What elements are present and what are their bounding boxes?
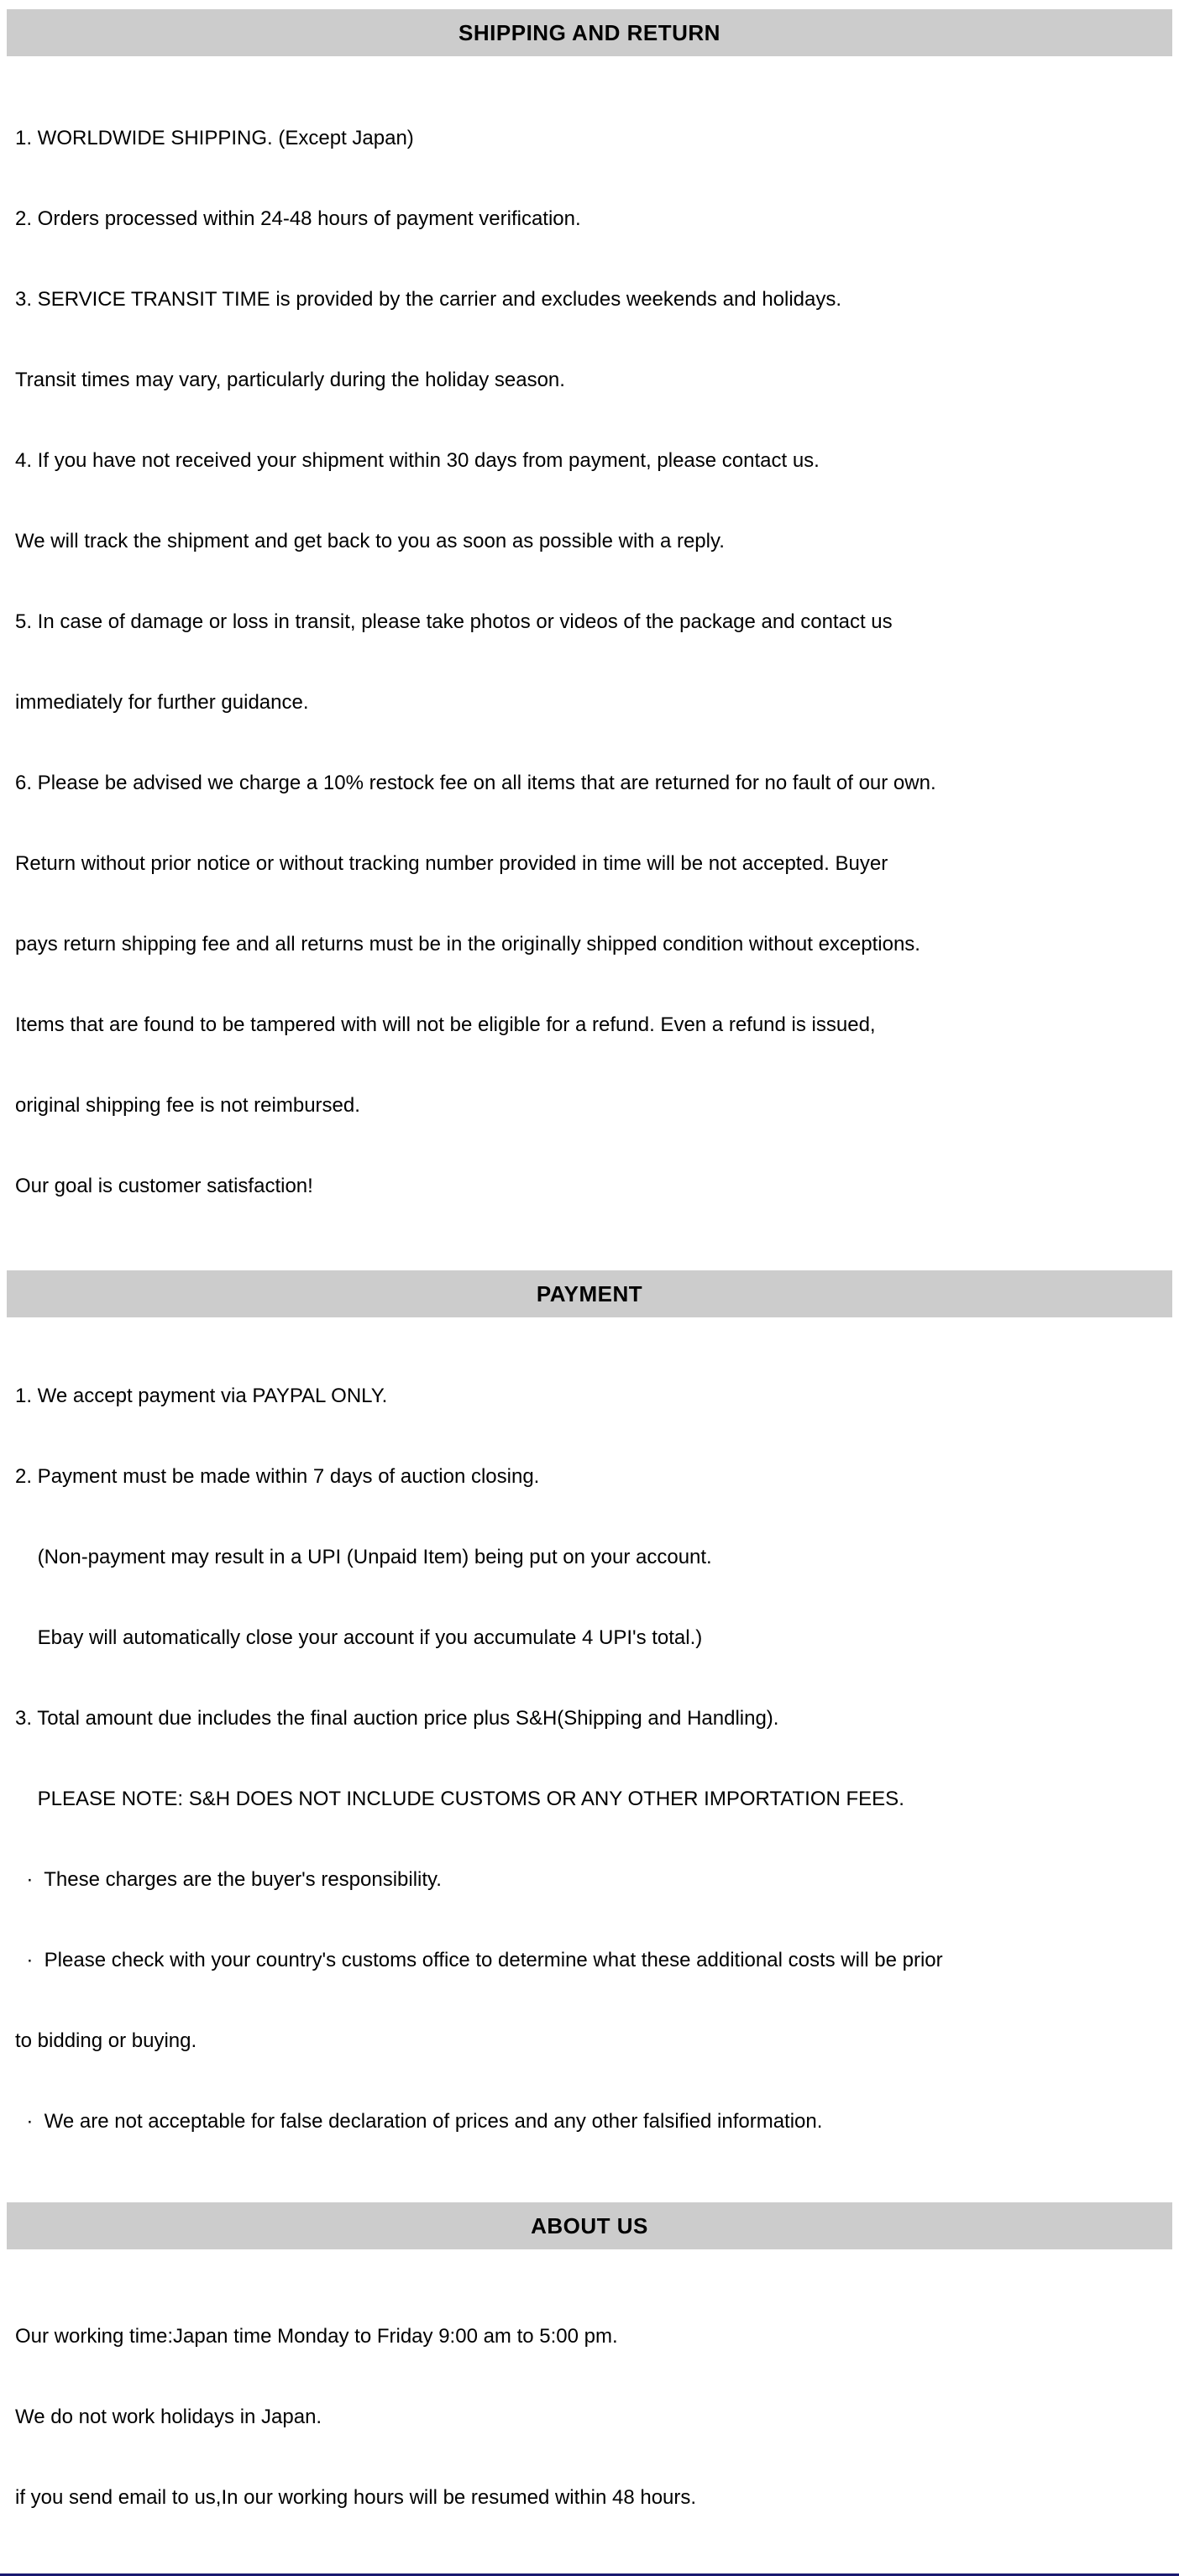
text-line: pays return shipping fee and all returns must be in the originally shipped condition without exceptions. [15, 933, 920, 956]
text-line: 3. SERVICE TRANSIT TIME is provided by the carrier and excludes weekends and holidays. [15, 288, 842, 311]
text-line: 1. We accept payment via PAYPAL ONLY. [15, 1385, 388, 1407]
text-line: We will track the shipment and get back to you as soon as possible with a reply. [15, 530, 725, 552]
text-line: to bidding or buying. [15, 2029, 197, 2052]
section-body-shipping-and-return [0, 56, 1179, 1254]
section-header-shipping-and-return: SHIPPING AND RETURN [7, 9, 1172, 56]
text-line: Our working time:Japan time Monday to Friday 9:00 am to 5:00 pm. [15, 2325, 618, 2348]
text-line: · We are not acceptable for false declaration of prices and any other falsified information. [15, 2110, 823, 2133]
text-line: Ebay will automatically close your account if you accumulate 4 UPI's total.) [15, 1626, 703, 1649]
text-line: 2. Payment must be made within 7 days of auction closing. [15, 1465, 540, 1488]
text-line: Return without prior notice or without tracking number provided in time will be not accepted. Buyer [15, 852, 888, 875]
section-about-us [0, 2202, 1179, 2565]
text-line: original shipping fee is not reimbursed. [15, 1094, 360, 1117]
text-line: 6. Please be advised we charge a 10% restock fee on all items that are returned for no fault of our own. [15, 772, 936, 794]
section-header-about-us: ABOUT US [7, 2202, 1172, 2249]
section-payment [0, 1270, 1179, 2189]
text-line: We do not work holidays in Japan. [15, 2406, 322, 2428]
text-line: PLEASE NOTE: S&H DOES NOT INCLUDE CUSTOMS OR ANY OTHER IMPORTATION FEES. [15, 1788, 904, 1810]
listing-policy-page [0, 9, 1179, 2509]
text-line: (Non-payment may result in a UPI (Unpaid Item) being put on your account. [15, 1546, 712, 1568]
text-line: immediately for further guidance. [15, 691, 309, 714]
section-header-payment: PAYMENT [7, 1270, 1172, 1317]
text-line: · These charges are the buyer's responsibility. [15, 1868, 442, 1891]
text-line: 2. Orders processed within 24-48 hours of payment verification. [15, 207, 581, 230]
text-line: if you send email to us,In our working hours will be resumed within 48 hours. [15, 2486, 697, 2509]
text-line: Our goal is customer satisfaction! [15, 1175, 313, 1197]
section-body-about-us [0, 2249, 1179, 2565]
text-line: · Please check with your country's customs office to determine what these additional costs will be prior [15, 1949, 943, 1971]
text-line: Items that are found to be tampered with will not be eligible for a refund. Even a refund is issued, [15, 1013, 876, 1036]
policy-content [0, 9, 1179, 2509]
text-line: 5. In case of damage or loss in transit, please take photos or videos of the package and contact us [15, 610, 893, 633]
text-line: 1. WORLDWIDE SHIPPING. (Except Japan) [15, 127, 414, 149]
section-shipping-and-return [0, 9, 1179, 1254]
section-body-payment [0, 1317, 1179, 2189]
text-line: 3. Total amount due includes the final auction price plus S&H(Shipping and Handling). [15, 1707, 779, 1730]
text-line: 4. If you have not received your shipment within 30 days from payment, please contact us. [15, 449, 820, 472]
text-line: Transit times may vary, particularly during the holiday season. [15, 369, 565, 391]
